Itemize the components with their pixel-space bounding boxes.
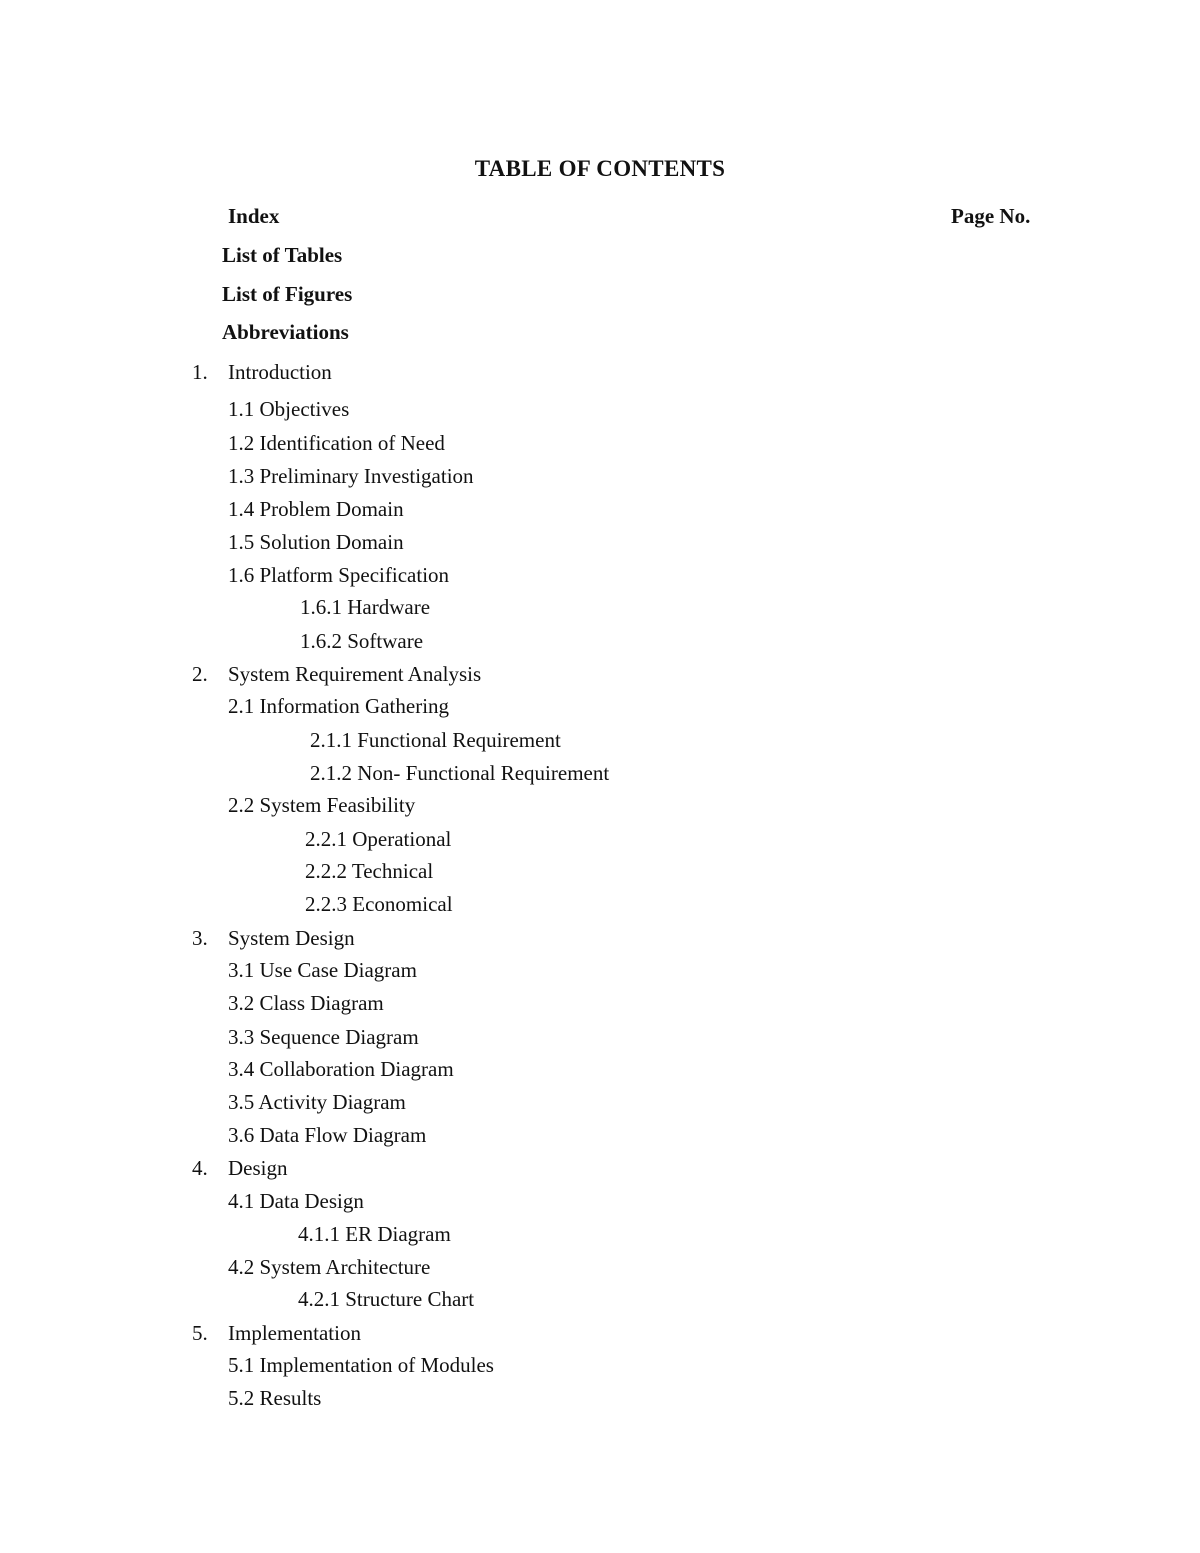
toc-entry: 1.4 Problem Domain xyxy=(228,497,404,521)
toc-subentry: 4.1.1 ER Diagram xyxy=(298,1222,451,1246)
page-title: TABLE OF CONTENTS xyxy=(474,156,726,181)
toc-subentry: 2.2.2 Technical xyxy=(305,859,434,883)
toc-entry: 2.2 System Feasibility xyxy=(228,793,416,817)
toc-subentry: 2.2.1 Operational xyxy=(305,827,452,851)
toc-subentry: 4.2.1 Structure Chart xyxy=(298,1287,475,1311)
toc-entry: 5.2 Results xyxy=(228,1386,322,1410)
toc-entry: 3.5 Activity Diagram xyxy=(228,1090,406,1114)
toc-entry: 1.3 Preliminary Investigation xyxy=(228,464,474,488)
toc-entry: 5.1 Implementation of Modules xyxy=(228,1353,494,1377)
index-header: Index xyxy=(228,204,280,228)
toc-list-of-figures: List of Figures xyxy=(222,282,353,306)
toc-entry: 4.1 Data Design xyxy=(228,1189,364,1213)
chapter-number: 2. xyxy=(192,662,208,686)
toc-entry: 2.1 Information Gathering xyxy=(228,694,450,718)
chapter-title: Implementation xyxy=(228,1321,361,1345)
chapter-number: 4. xyxy=(192,1156,208,1180)
toc-list-of-tables: List of Tables xyxy=(222,243,343,267)
toc-abbreviations: Abbreviations xyxy=(222,320,349,344)
chapter-number: 1. xyxy=(192,360,208,384)
chapter-title: System Requirement Analysis xyxy=(228,662,482,686)
chapter-number: 5. xyxy=(192,1321,208,1345)
toc-entry: 1.2 Identification of Need xyxy=(228,431,445,455)
toc-entry: 3.1 Use Case Diagram xyxy=(228,958,417,982)
toc-entry: 3.2 Class Diagram xyxy=(228,991,384,1015)
toc-subentry: 2.1.2 Non- Functional Requirement xyxy=(310,761,610,785)
toc-subentry: 1.6.1 Hardware xyxy=(300,595,431,619)
toc-entry: 3.4 Collaboration Diagram xyxy=(228,1057,454,1081)
toc-subentry: 1.6.2 Software xyxy=(300,629,424,653)
chapter-title: Design xyxy=(228,1156,288,1180)
toc-entry: 3.3 Sequence Diagram xyxy=(228,1025,419,1049)
toc-entry: 4.2 System Architecture xyxy=(228,1255,431,1279)
toc-subentry: 2.2.3 Economical xyxy=(305,892,453,916)
toc-subentry: 2.1.1 Functional Requirement xyxy=(310,728,561,752)
chapter-title: Introduction xyxy=(228,360,332,384)
chapter-number: 3. xyxy=(192,926,208,950)
toc-entry: 1.6 Platform Specification xyxy=(228,563,450,587)
toc-entry: 3.6 Data Flow Diagram xyxy=(228,1123,427,1147)
toc-entry: 1.1 Objectives xyxy=(228,397,350,421)
chapter-title: System Design xyxy=(228,926,355,950)
page-no-header: Page No. xyxy=(951,204,1031,228)
toc-entry: 1.5 Solution Domain xyxy=(228,530,404,554)
